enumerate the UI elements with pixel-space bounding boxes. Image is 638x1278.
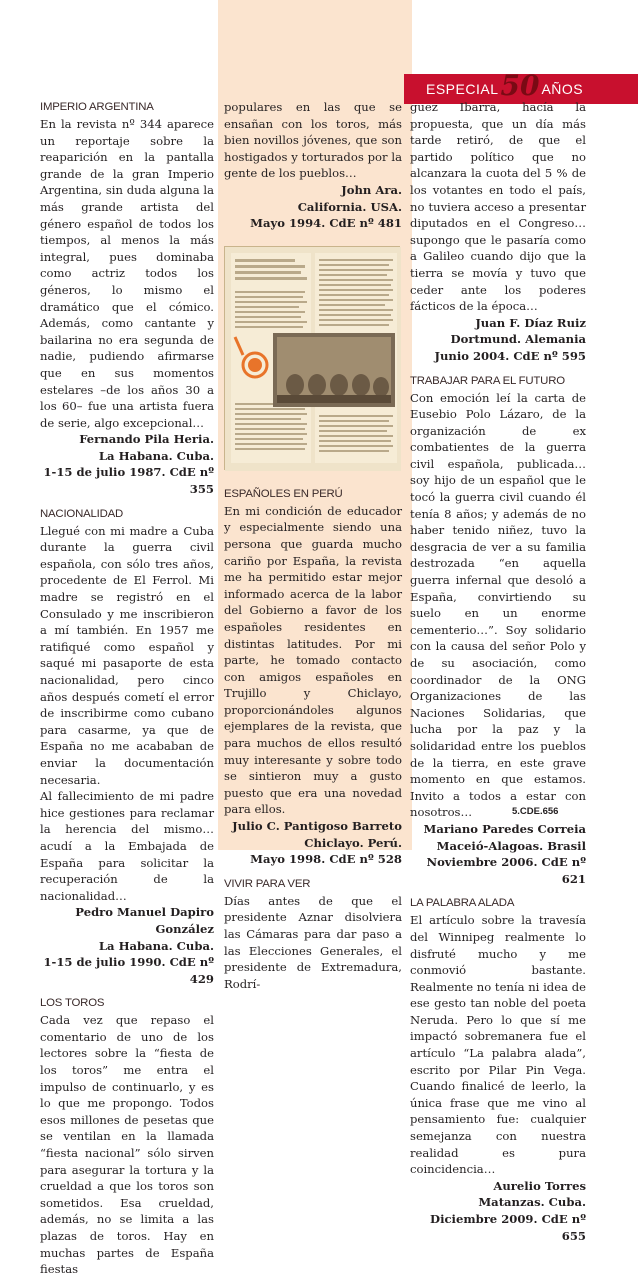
letter-heading: ESPAÑOLES EN PERÚ	[224, 487, 343, 500]
magazine-page-illustration	[225, 247, 401, 471]
column-right	[410, 99, 586, 1244]
letter-heading: LA PALABRA ALADA	[410, 897, 515, 910]
letter-signature-name: John Ara.	[341, 182, 402, 197]
letter-body: En la revista nº 344 aparece un reportaje sobre la reaparición en la pantalla grande de la gran Imperio Argentina, sin duda alguna la más grande artista del género español de todos los tiempos, al menos la más integral, pues dominaba como actriz todos los géneros, lo mismo el dramático que el cómico. Además, como cantante y bailarina no era segunda de nadie, pudiendo afirmarse que en sus momentos estelares –de los años 30 a los 60– fue una artista fuera de serie, algo excepcional…	[40, 117, 214, 430]
letter-body: En mi condición de educador y especialmente siendo una persona que guarda mucho cariño por España, la revista me ha permitido estar mejor informado acerca de la labor del Gobierno a favor de los españoles residentes en distintas latitudes. Por mi parte, he tomado contacto con amigos españoles en Trujillo y Chiclayo, proporcionándoles algunos ejemplares de la revista, que para muchos de ellos resultó muy interesante y sobre todo se sintieron muy a gusto puesto que era una novedad para ellos.	[224, 503, 402, 817]
letter-signature-date: 1-15 de julio 1990. CdE nº 429	[43, 955, 214, 986]
letter-body: Con emoción leí la carta de Eusebio Polo Lázaro, de la organización de ex combatientes de la guerra civil española, publicada… soy hijo de un español que le tocó la guerra civil cuando él tenía 8 años; y además de no haber tenido niñez, tuvo la desgracia de ver a su familia destrozada “en aquella guerra infernal que desoló a España, convirtiendo su suelo en un enorme cementerio…”. Soy solidario con la causa del señor Polo y de su asociación, como coordinador de la ONG Organizaciones de las Naciones Solidarias, que lucha por la paz y la solidaridad entre los pueblos de la tierra, en este grave momento en que estamos. Invito a todos a estar con nosotros…	[410, 390, 586, 820]
letter-heading: LOS TOROS	[40, 997, 105, 1010]
column-center	[224, 99, 402, 992]
letter-signature-date: Mayo 1994. CdE nº 481	[250, 216, 402, 231]
letter-body: Llegué con mi madre a Cuba durante la guerra civil española, con sólo tres años, procedente de El Ferrol. Mi madre se registró en el Consulado y me inscribieron a mí también. En 1957 me ratifiqué como español y saqué mi pasaporte de esta nacionalidad, pero cinco años después cometí el error de inscribirme como cubano para casarme, ya que de España no me acababan de enviar la documentación necesaria.	[40, 523, 214, 787]
letter-signature-place: Chiclayo. Perú.	[304, 835, 402, 850]
letter-signature-place: Dortmund. Alemania	[450, 332, 586, 347]
letter-heading: NACIONALIDAD	[40, 507, 124, 520]
letter-signature-date: 1-15 de julio 1987. CdE nº 355	[43, 465, 214, 497]
letter-signature-name: Julio C. Pantigoso Barreto	[232, 819, 402, 834]
section-number-50: 50	[500, 69, 540, 102]
letter-signature-place: La Habana. Cuba.	[98, 448, 214, 463]
letter-signature-date: Junio 2004. CdE nº 595	[434, 348, 586, 363]
letter-body: populares en las que se ensañan con los toros, más bien novillos jóvenes, que son hostigados y torturados por la gente de los pueblos…	[224, 100, 402, 181]
letter-heading: VIVIR PARA VER	[224, 877, 311, 890]
letter-signature-name: Aurelio Torres	[493, 1178, 586, 1193]
letter-signature-name: Juan F. Díaz Ruiz	[475, 315, 586, 330]
letter-signature-date: Noviembre 2006. CdE nº 621	[426, 855, 586, 886]
letter-body: Al fallecimiento de mi padre hice gestiones para reclamar la herencia del mismo… acudí a la Embajada de España para solicitar la recuperación de la nacionalidad…	[40, 789, 214, 903]
letter-signature-name: Pedro Manuel Dapiro González	[75, 905, 214, 936]
letter-signature-place: Matanzas. Cuba.	[478, 1195, 586, 1210]
letter-signature-name: Mariano Paredes Correia	[423, 821, 586, 836]
letter-signature-place: California. USA.	[297, 199, 402, 214]
letter-heading: TRABAJAR PARA EL FUTURO	[410, 374, 565, 387]
letter-signature-place: Maceió-Alagoas. Brasil	[436, 838, 586, 853]
column-left	[40, 99, 214, 1278]
letter-signature-place: La Habana. Cuba.	[98, 938, 214, 953]
letter-body: El artículo sobre la travesía del Winnipeg realmente lo disfruté mucho y me conmovió bastante. Realmente no tenía ni idea de ese gesto tan noble del poeta Neruda. Pero lo que sí me impactó sobremanera fue el artículo “La palabra alada”, escrito por Pilar Pin Vega. Cuando finalicé de leerlo, la única frase que me vino al pensamiento fue: cualquier semejanza con nuestra realidad es pura coincidencia…	[410, 913, 586, 1177]
letter-signature-date: Mayo 1998. CdE nº 528	[250, 852, 402, 867]
letter-body: Cada vez que repaso el comentario de uno de los lectores sobre la “fiesta de los toros” me entra el impulso de continuarlo, y es lo que me propongo. Todos esos millones de pesetas que se ventilan en la llamada “fiesta nacional” sólo sirven para asegurar la tortura y la crueldad a que los toros son sometidos. Esa crueldad, además, no se limita a las plazas de toros. Hay en muchas partes de España fiestas	[40, 1013, 214, 1277]
letter-body: guez Ibarra, hacía la propuesta, que un día más tarde retiró, de que el partido político que no alcanzara la cuota del 5 % de los votantes en todo el país, no tuviera acceso a presentar diputados en el Congreso… supongo que le pasaría como a Galileo cuando dijo que la tierra se movía y tuvo que ceder ante los poderes fácticos de la época…	[410, 100, 586, 314]
letter-body: Días antes de que el presidente Aznar disolviera las Cámaras para dar paso a las Elecciones Generales, el presidente de Extremadura, Rodrí-	[224, 893, 402, 991]
section-word-especial: ESPECIAL	[426, 81, 499, 97]
magazine-page-photo	[224, 246, 400, 470]
letter-heading: IMPERIO ARGENTINA	[40, 101, 154, 113]
page-number: 5.CDE.656	[512, 806, 559, 817]
section-word-anos: AÑOS	[541, 81, 584, 97]
letter-signature-name: Fernando Pila Heria.	[79, 432, 214, 447]
letter-signature-date: Diciembre 2009. CdE nº 655	[430, 1212, 586, 1243]
